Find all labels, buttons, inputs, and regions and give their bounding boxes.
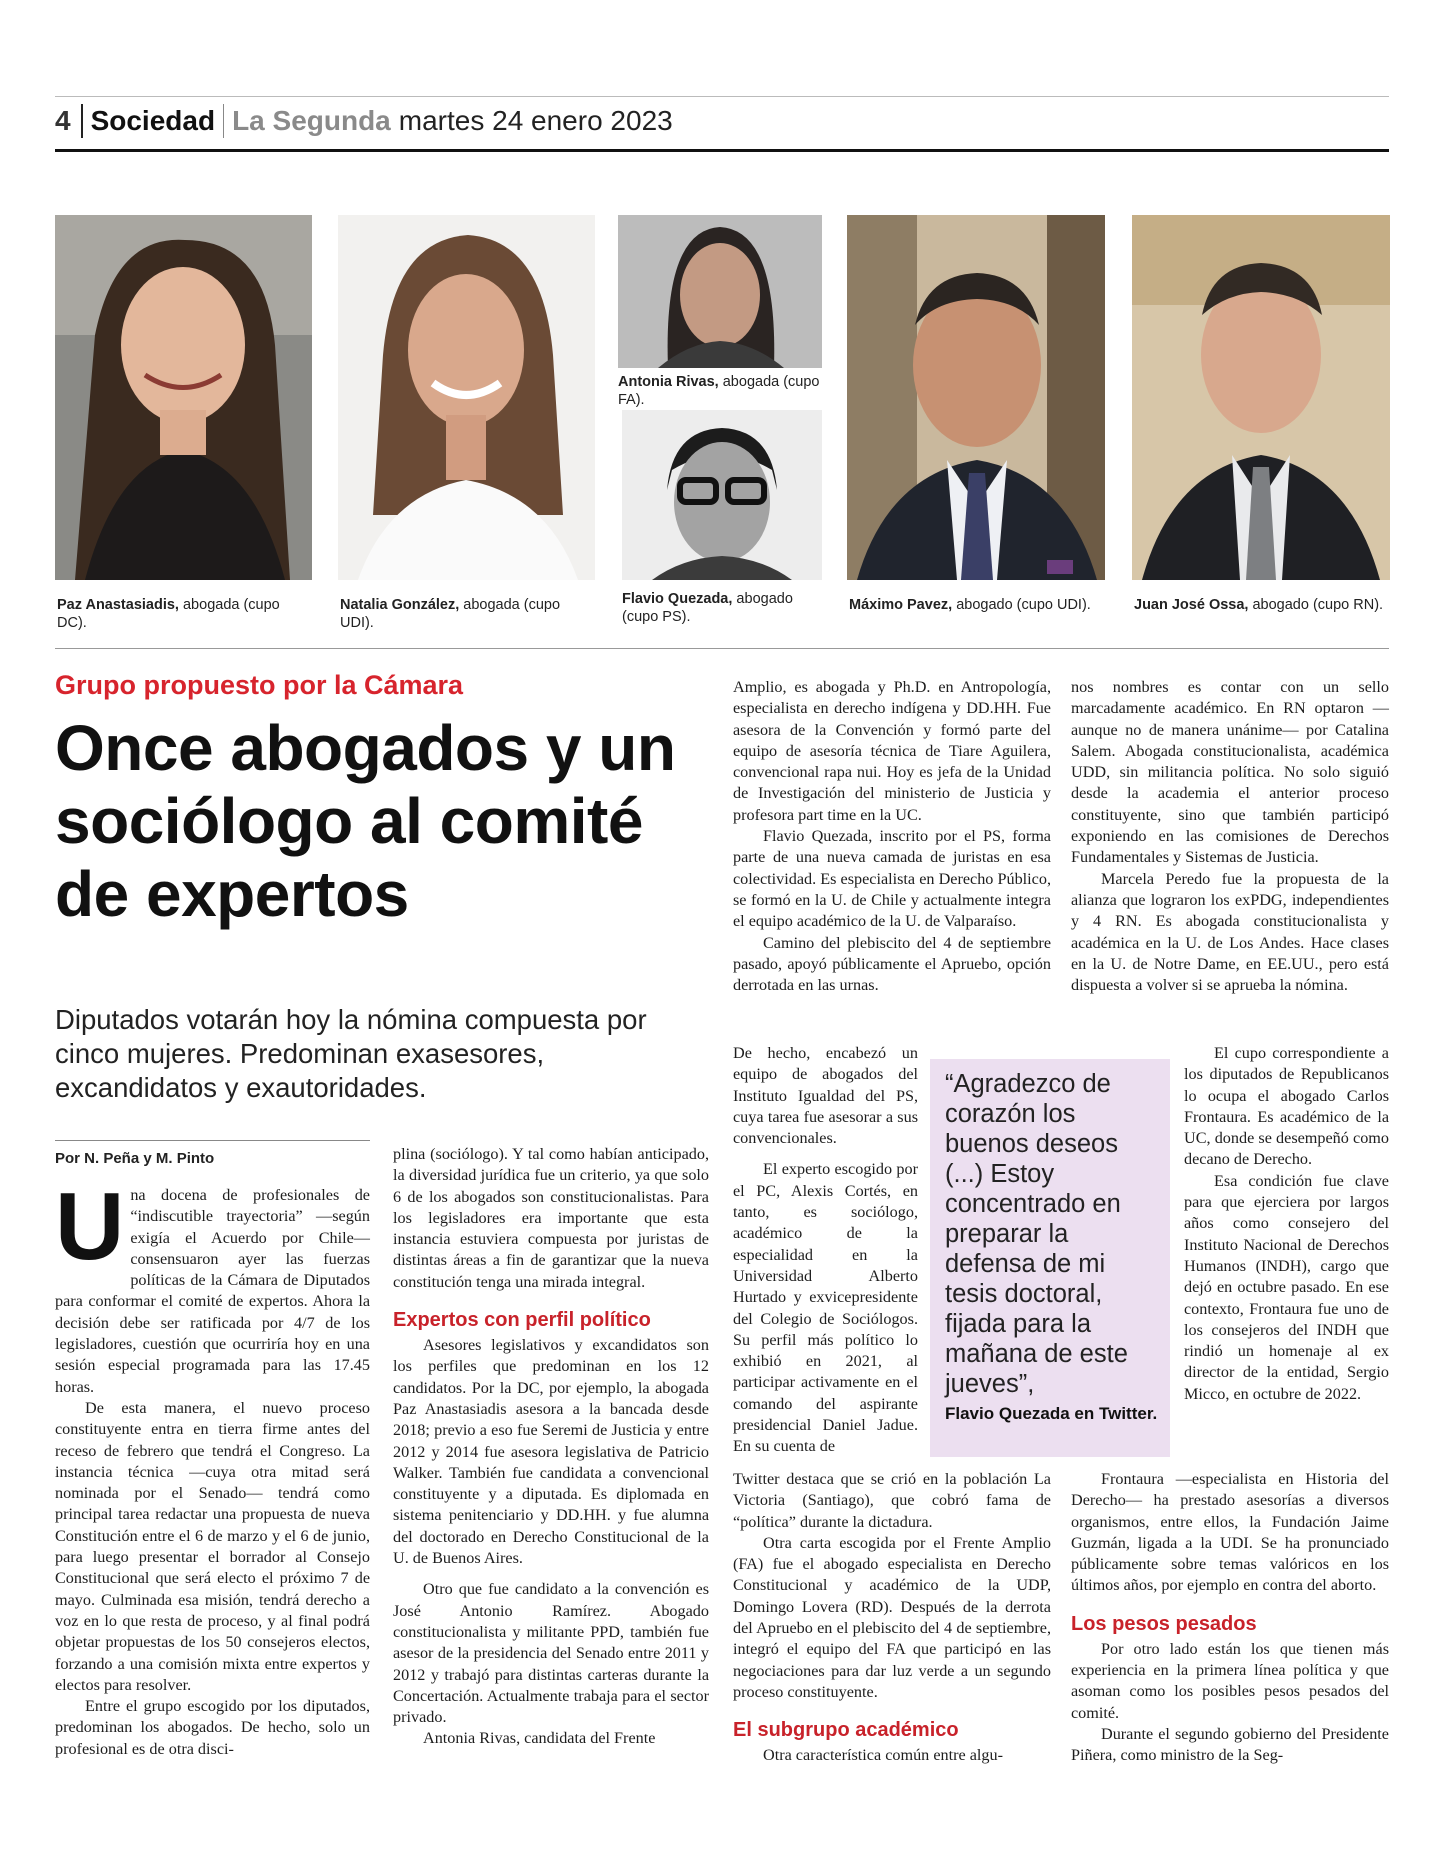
- header-divider: [223, 104, 224, 138]
- paragraph: Otra característica común entre algu-: [763, 1746, 1003, 1765]
- paragraph: Durante el segundo gobierno del Presidente Piñera, como ministro de la Seg-: [1071, 1724, 1389, 1765]
- caption-juan-jose-ossa: Juan José Ossa, abogado (cupo RN).: [1134, 597, 1384, 613]
- photo-antonia-rivas: [618, 215, 822, 368]
- header-divider: [81, 104, 83, 138]
- paragraph: Entre el grupo escogido por los diputados, predominan los abogados. De hecho, solo un profesional es de otra disci-: [55, 1697, 370, 1758]
- paragraph: Twitter destaca que se crió en la población La Victoria (Santiago), que cobró fama de “política” durante la dictadura.: [733, 1470, 1051, 1531]
- paragraph: nos nombres es contar con un sello marcadamente académico. En RN optaron —aunque no de manera unánime— por Catalina Salem. Abogada constitucionalista, académica UDD, sin militancia política. No solo siguió desde la academia el anterior proceso constituyente, sino que también participó exponiendo en las comisiones de Derechos Fundamentales y Sistemas de Justicia.: [1071, 678, 1389, 867]
- article-kicker: Grupo propuesto por la Cámara: [55, 670, 464, 700]
- caption-paz-anastasiadis: Paz Anastasiadis, abogada (cupo DC).: [57, 597, 280, 631]
- paragraph: El cupo correspondiente a los diputados de Republicanos lo ocupa el abogado Carlos Frontaura. Es académico de la UC, donde se desempeñó como decano de Derecho.: [1184, 1044, 1389, 1169]
- drop-cap: U: [55, 1173, 125, 1280]
- article-column-4-narrow: [1184, 1043, 1389, 1405]
- subheading: El subgrupo académico: [733, 1719, 959, 1742]
- article-column-3-narrow: [733, 1043, 918, 1458]
- pull-quote-text: “Agradezco de corazón los buenos deseos (...) Estoy concentrado en preparar la defensa de mi tesis doctoral, fijada para la mañana de este jueves”,: [945, 1070, 1128, 1398]
- article-column-4-bottom: [1071, 1469, 1389, 1767]
- photo-maximo-pavez: [847, 215, 1105, 580]
- paragraph: Una docena de profesionales de “indiscutible trayectoria” —según exigía el Acuerdo por Chile— consensuaron ayer las fuerzas políticas de la Cámara de Diputados para conformar el comité de expertos. Ahora la decisión debe ser ratificada por 4/7 de los legisladores, cuestión que ocurriría hoy en una sesión especial programada para las 17.45 horas.: [55, 1173, 370, 1396]
- paragraph: Antonia Rivas, candidata del Frente: [423, 1729, 656, 1748]
- photo-natalia-gonzalez: [338, 215, 595, 580]
- article-column-4-top: [1071, 677, 1389, 1042]
- paragraph: El experto escogido por el PC, Alexis Cortés, en tanto, es sociólogo, académico de la especialidad en la Universidad Alberto Hurtado y exvicepresidente del Colegio de Sociólogos. Su perfil más político lo exhibió en 2021, al participar activamente en el comando del aspirante presidencial Daniel Jadue. En su cuenta de: [733, 1160, 918, 1456]
- publication-name: La Segunda: [232, 105, 391, 136]
- paragraph: plina (sociólogo). Y tal como habían anticipado, la diversidad jurídica fue un criterio, ya que solo 6 de los abogados son constitucionalistas. Para los legisladores era importante que esta instancia estuviera compuesta por juristas de distintas áreas a fin de garantizar que la nueva constitución tenga una mirada integral.: [393, 1145, 709, 1291]
- caption-natalia-gonzalez: Natalia González, abogada (cupo UDI).: [340, 597, 561, 631]
- caption-antonia-rivas: Antonia Rivas, abogada (cupo FA).: [618, 374, 820, 408]
- subheading: Los pesos pesados: [1071, 1612, 1257, 1635]
- article-headline: Once abogados y un sociólogo al comité de expertos: [55, 712, 676, 930]
- paragraph: Camino del plebiscito del 4 de septiembre pasado, apoyó públicamente el Apruebo, opción derrotada en las urnas.: [733, 933, 1051, 995]
- header-top-rule: [55, 96, 1389, 97]
- pull-quote-attribution: Flavio Quezada en Twitter.: [945, 1404, 1158, 1423]
- caption-maximo-pavez: Máximo Pavez, abogado (cupo UDI).: [849, 597, 1091, 613]
- article-column-1: [55, 1173, 370, 1760]
- section-divider: [55, 648, 1389, 649]
- article-column-2: [393, 1144, 709, 1750]
- byline-rule: [55, 1140, 370, 1141]
- paragraph: De hecho, encabezó un equipo de abogados del Instituto Igualdad del PS, cuya tarea fue asesorar a sus convencionales.: [733, 1044, 918, 1148]
- paragraph: De esta manera, el nuevo proceso constituyente entra en tierra firme antes del receso de febrero que tendrá el Congreso. La instancia técnica —cuya otra mitad será nominada por el Senado— tendrá como principal tarea redactar una propuesta de nueva Constitución entre el 6 de marzo y el 6 de junio, para luego presentar el borrador al Consejo Constitucional que será electo el próximo 7 de mayo. Culminada esa misión, tendrá derecho a voz en lo que resta de proceso, y al final podrá objetar propuestas de los 50 consejeros electos, forzando a una comisión mixta entre expertos y electos para resolver.: [55, 1398, 370, 1694]
- photo-paz-anastasiadis: [55, 215, 312, 580]
- article-deck: Diputados votarán hoy la nómina compuesta por cinco mujeres. Predominan exasesores, excandidatos y exautoridades.: [55, 1004, 647, 1103]
- paragraph: Esa condición fue clave para que ejerciera por largos años como consejero del Instituto Nacional de Derechos Humanos (INDH), cargo que dejó en octubre pasado. En ese contexto, Frontaura fue uno de los consejeros del INDH que rindió un homenaje al ex director de la entidad, Sergio Micco, en octubre de 2022.: [1184, 1171, 1389, 1403]
- paragraph: Otra carta escogida por el Frente Amplio (FA) fue el abogado especialista en Derecho Constitucional y académico de la UDP, Domingo Lovera (RD). Después de la derrota del Apruebo en el plebiscito del 4 de septiembre, integró el equipo del FA que participó en las negociaciones para dar luz verde a un segundo proceso constituyente.: [733, 1533, 1051, 1701]
- caption-flavio-quezada: Flavio Quezada, abogado (cupo PS).: [622, 591, 793, 625]
- article-column-3-bottom: [733, 1469, 1051, 1767]
- header-bottom-rule: [55, 149, 1389, 152]
- photo-juan-jose-ossa: [1132, 215, 1390, 580]
- subheading: Expertos con perfil político: [393, 1309, 651, 1332]
- photo-flavio-quezada: [622, 410, 822, 580]
- paragraph: Otro que fue candidato a la convención es José Antonio Ramírez. Abogado constitucionalista y militante PPD, también fue asesor de la presidencia del Senado entre 2011 y 2012 y trabajó para distintas carteras durante la Concertación. Actualmente trabaja para el sector privado.: [393, 1580, 709, 1727]
- page-number: 4: [55, 105, 71, 136]
- page-header: [55, 101, 673, 141]
- paragraph: Amplio, es abogada y Ph.D. en Antropología, especialista en derecho indígena y DD.HH. Fue asesora de la Convención y formó parte del equipo de asesoría técnica de Tiare Aguilera, convencional rapa nui. Hoy es jefa de la Unidad de Investigación del ministerio de Justicia y profesora part time en la UC.: [733, 678, 1051, 824]
- paragraph: Frontaura —especialista en Historia del Derecho— ha prestado asesorías a diversos organismos, entre ellos, la Fundación Jaime Guzmán, ligada a la UDI. Se ha pronunciado públicamente sobre temas valóricos en los últimos años, por ejemplo en contra del aborto.: [1071, 1470, 1389, 1595]
- paragraph: Marcela Peredo fue la propuesta de la alianza que lograron los exPDG, independientes y 4 RN. Es abogada constitucionalista y académica en la U. de Los Andes. Hace clases en la U. de Notre Dame, en EE.UU., pero está dispuesta a volver si se aprueba la nómina.: [1071, 869, 1389, 995]
- section-name: Sociedad: [90, 105, 216, 136]
- paragraph: Por otro lado están los que tienen más experiencia en la primera línea política y que asoman como los posibles pesos pesados del comité.: [1071, 1639, 1389, 1722]
- article-byline: Por N. Peña y M. Pinto: [55, 1150, 215, 1167]
- paragraph: Asesores legislativos y excandidatos son los perfiles que predominan en los 12 candidatos. Por la DC, por ejemplo, la abogada Paz Anastasiadis asesora a la bancada desde 2018; previo a eso fue Seremi de Justicia y entre 2012 y 2014 fue asesora legislativa de Patricio Walker. También fue candidata a convencional constituyente y a diputada. Es diplomada en sistema penitenciario y DD.HH. y fue alumna del doctorado en Derecho Constitucional de la U. de Buenos Aires.: [393, 1336, 709, 1568]
- publication-date: martes 24 enero 2023: [398, 105, 673, 136]
- paragraph: Flavio Quezada, inscrito por el PS, forma parte de una nueva camada de juristas en esa colectividad. Es especialista en Derecho Público, se formó en la U. de Chile y actualmente integra el equipo académico de la U. de Valparaíso.: [733, 827, 1051, 931]
- article-column-3-top: [733, 677, 1051, 1042]
- pull-quote: [930, 1059, 1170, 1457]
